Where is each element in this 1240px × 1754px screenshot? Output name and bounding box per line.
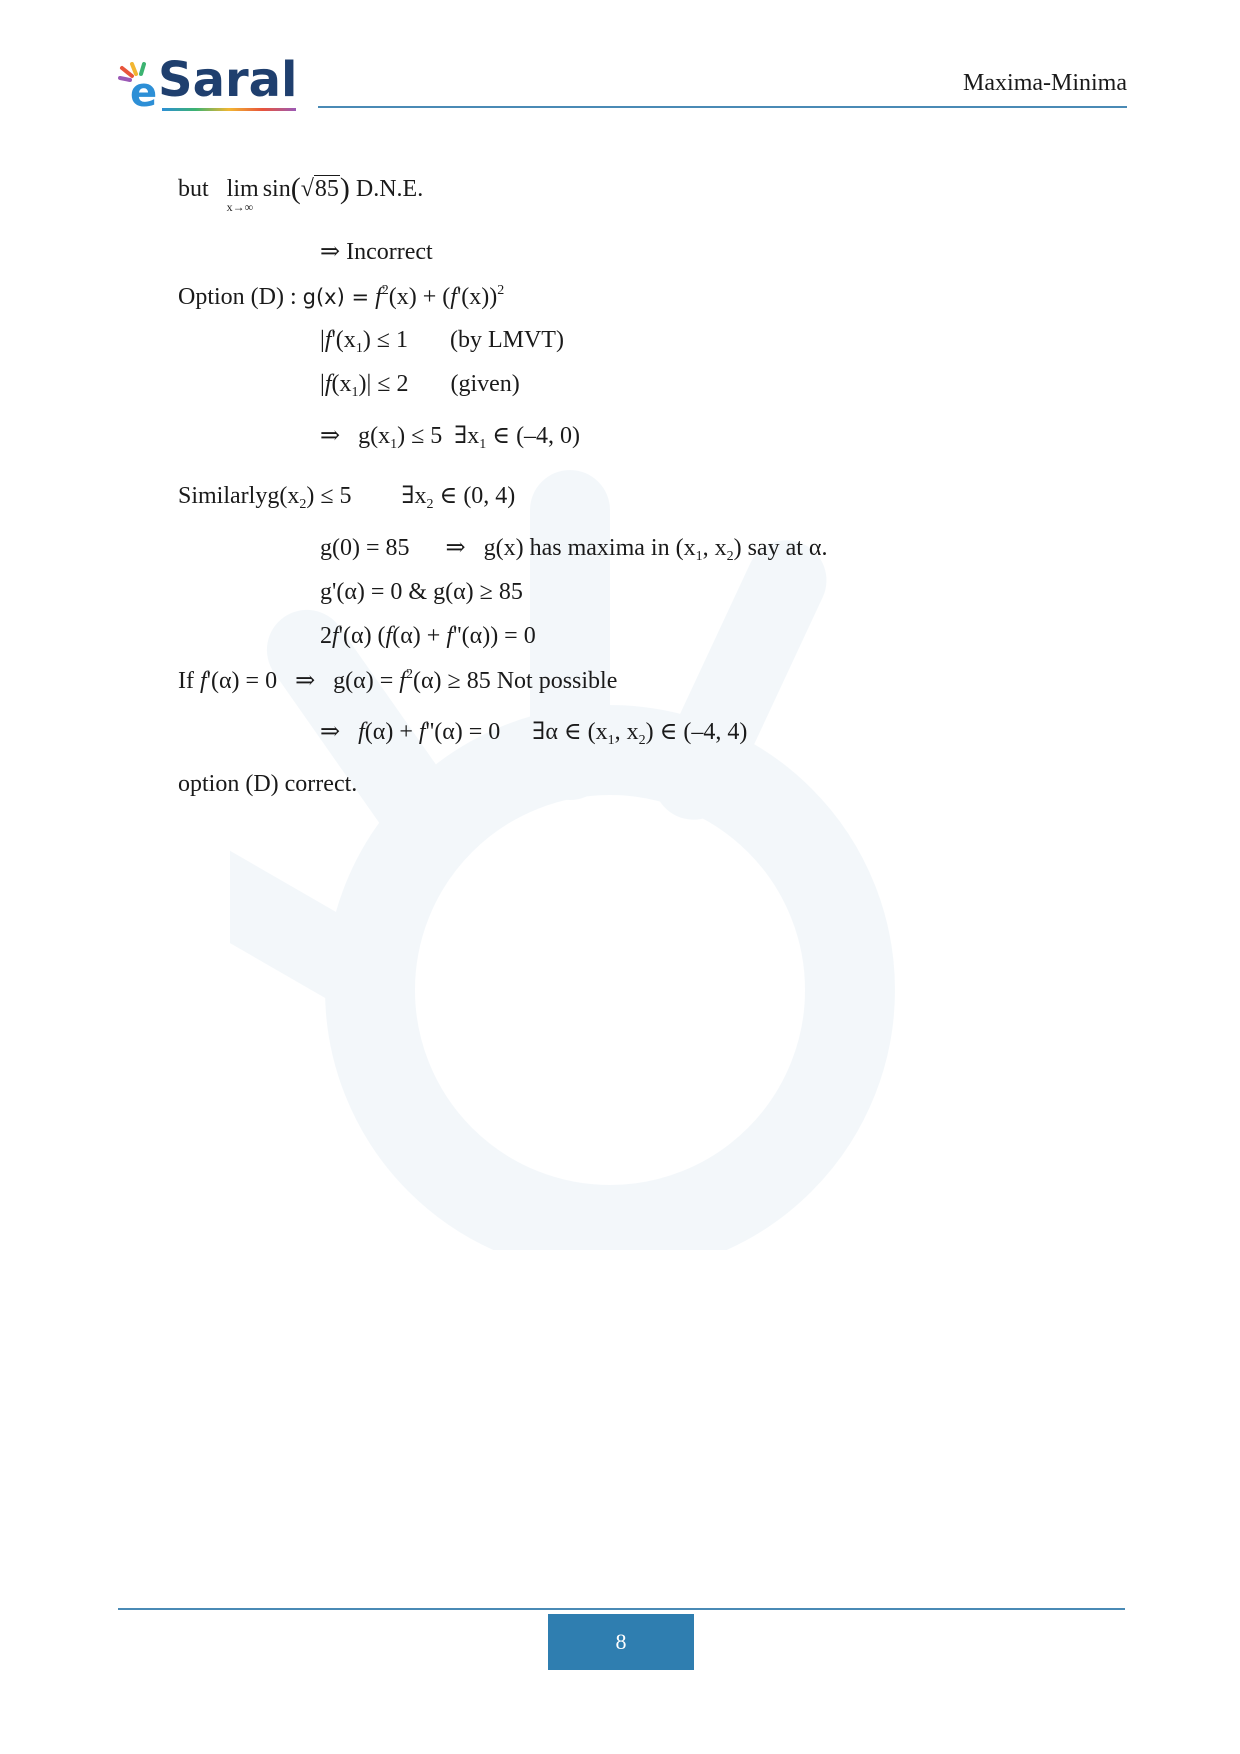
sqrt-symbol: √: [300, 176, 314, 202]
text-but: but: [178, 176, 209, 202]
line-lmvt: $|f'(x_1) \le 1$ (by LMVT): [320, 327, 564, 356]
text-dne: D.N.E.: [355, 176, 424, 202]
header-divider: [318, 106, 1127, 108]
line-option-d-correct: option (D) correct.: [178, 771, 358, 797]
line-if-case: If f'(α) = 0 ⇒ $g(\alpha) = f^2(\alpha) \ge 85$ Not possible: [178, 667, 618, 694]
lim-subscript: x→∞: [226, 200, 254, 214]
similarly-label: Similarly: [178, 483, 268, 509]
line-given: $|f(x_1)| \le 2$ (given): [320, 371, 520, 400]
sqrt-value: 85: [314, 176, 339, 202]
line-g-x1: ⇒ $g(x_1) \le 5$ $\exists x_1$ ∈ (–4, 0): [320, 423, 581, 452]
line-derivative: 2f'(α) (f(α) + f''(α)) = 0: [320, 623, 536, 649]
lim-label: lim: [226, 176, 259, 202]
sin-label: sin: [262, 176, 291, 202]
lmvt-note: (by LMVT): [449, 327, 564, 353]
line-g-prime-alpha: g'(α) = 0 & g(α) ≥ 85: [320, 579, 523, 605]
logo-underline: [162, 108, 296, 111]
logo-wordmark: Saral: [158, 52, 298, 108]
limit-operator: [226, 176, 259, 214]
g-definition: g(x) =: [302, 285, 370, 309]
given-note: (given): [450, 371, 520, 397]
not-possible-text: 85 Not possible: [466, 668, 618, 694]
line-option-d: Option (D) : $g(x) = f^2(x) + (f'(x))^2$: [178, 283, 505, 310]
if-label: If: [178, 668, 194, 694]
line-similarly: $Similarlyg(x_2) \le 5$ $\exists x_2$ ∈ (0, 4): [178, 483, 516, 512]
page-number: 8: [548, 1614, 694, 1670]
logo-e: e: [130, 70, 158, 116]
option-d-label: Option (D) :: [178, 284, 297, 310]
line-limit: but lim x→∞ sin(√85) D.N.E.: [178, 172, 424, 214]
footer-divider: [118, 1608, 1125, 1610]
page-title: Maxima-Minima: [963, 70, 1127, 96]
esaral-logo: [118, 52, 298, 116]
line-incorrect: ⇒ Incorrect: [320, 239, 433, 265]
line-conclusion: ⇒ f(α) + f''(α) = 0 ∃α ∈ ($x_1$, $x_2$) ∈ (–4, 4): [320, 719, 748, 748]
line-g0: g(0) = 85 ⇒ g(x) has maxima in ($x_1$, $x_2$) say at α.: [320, 535, 828, 564]
